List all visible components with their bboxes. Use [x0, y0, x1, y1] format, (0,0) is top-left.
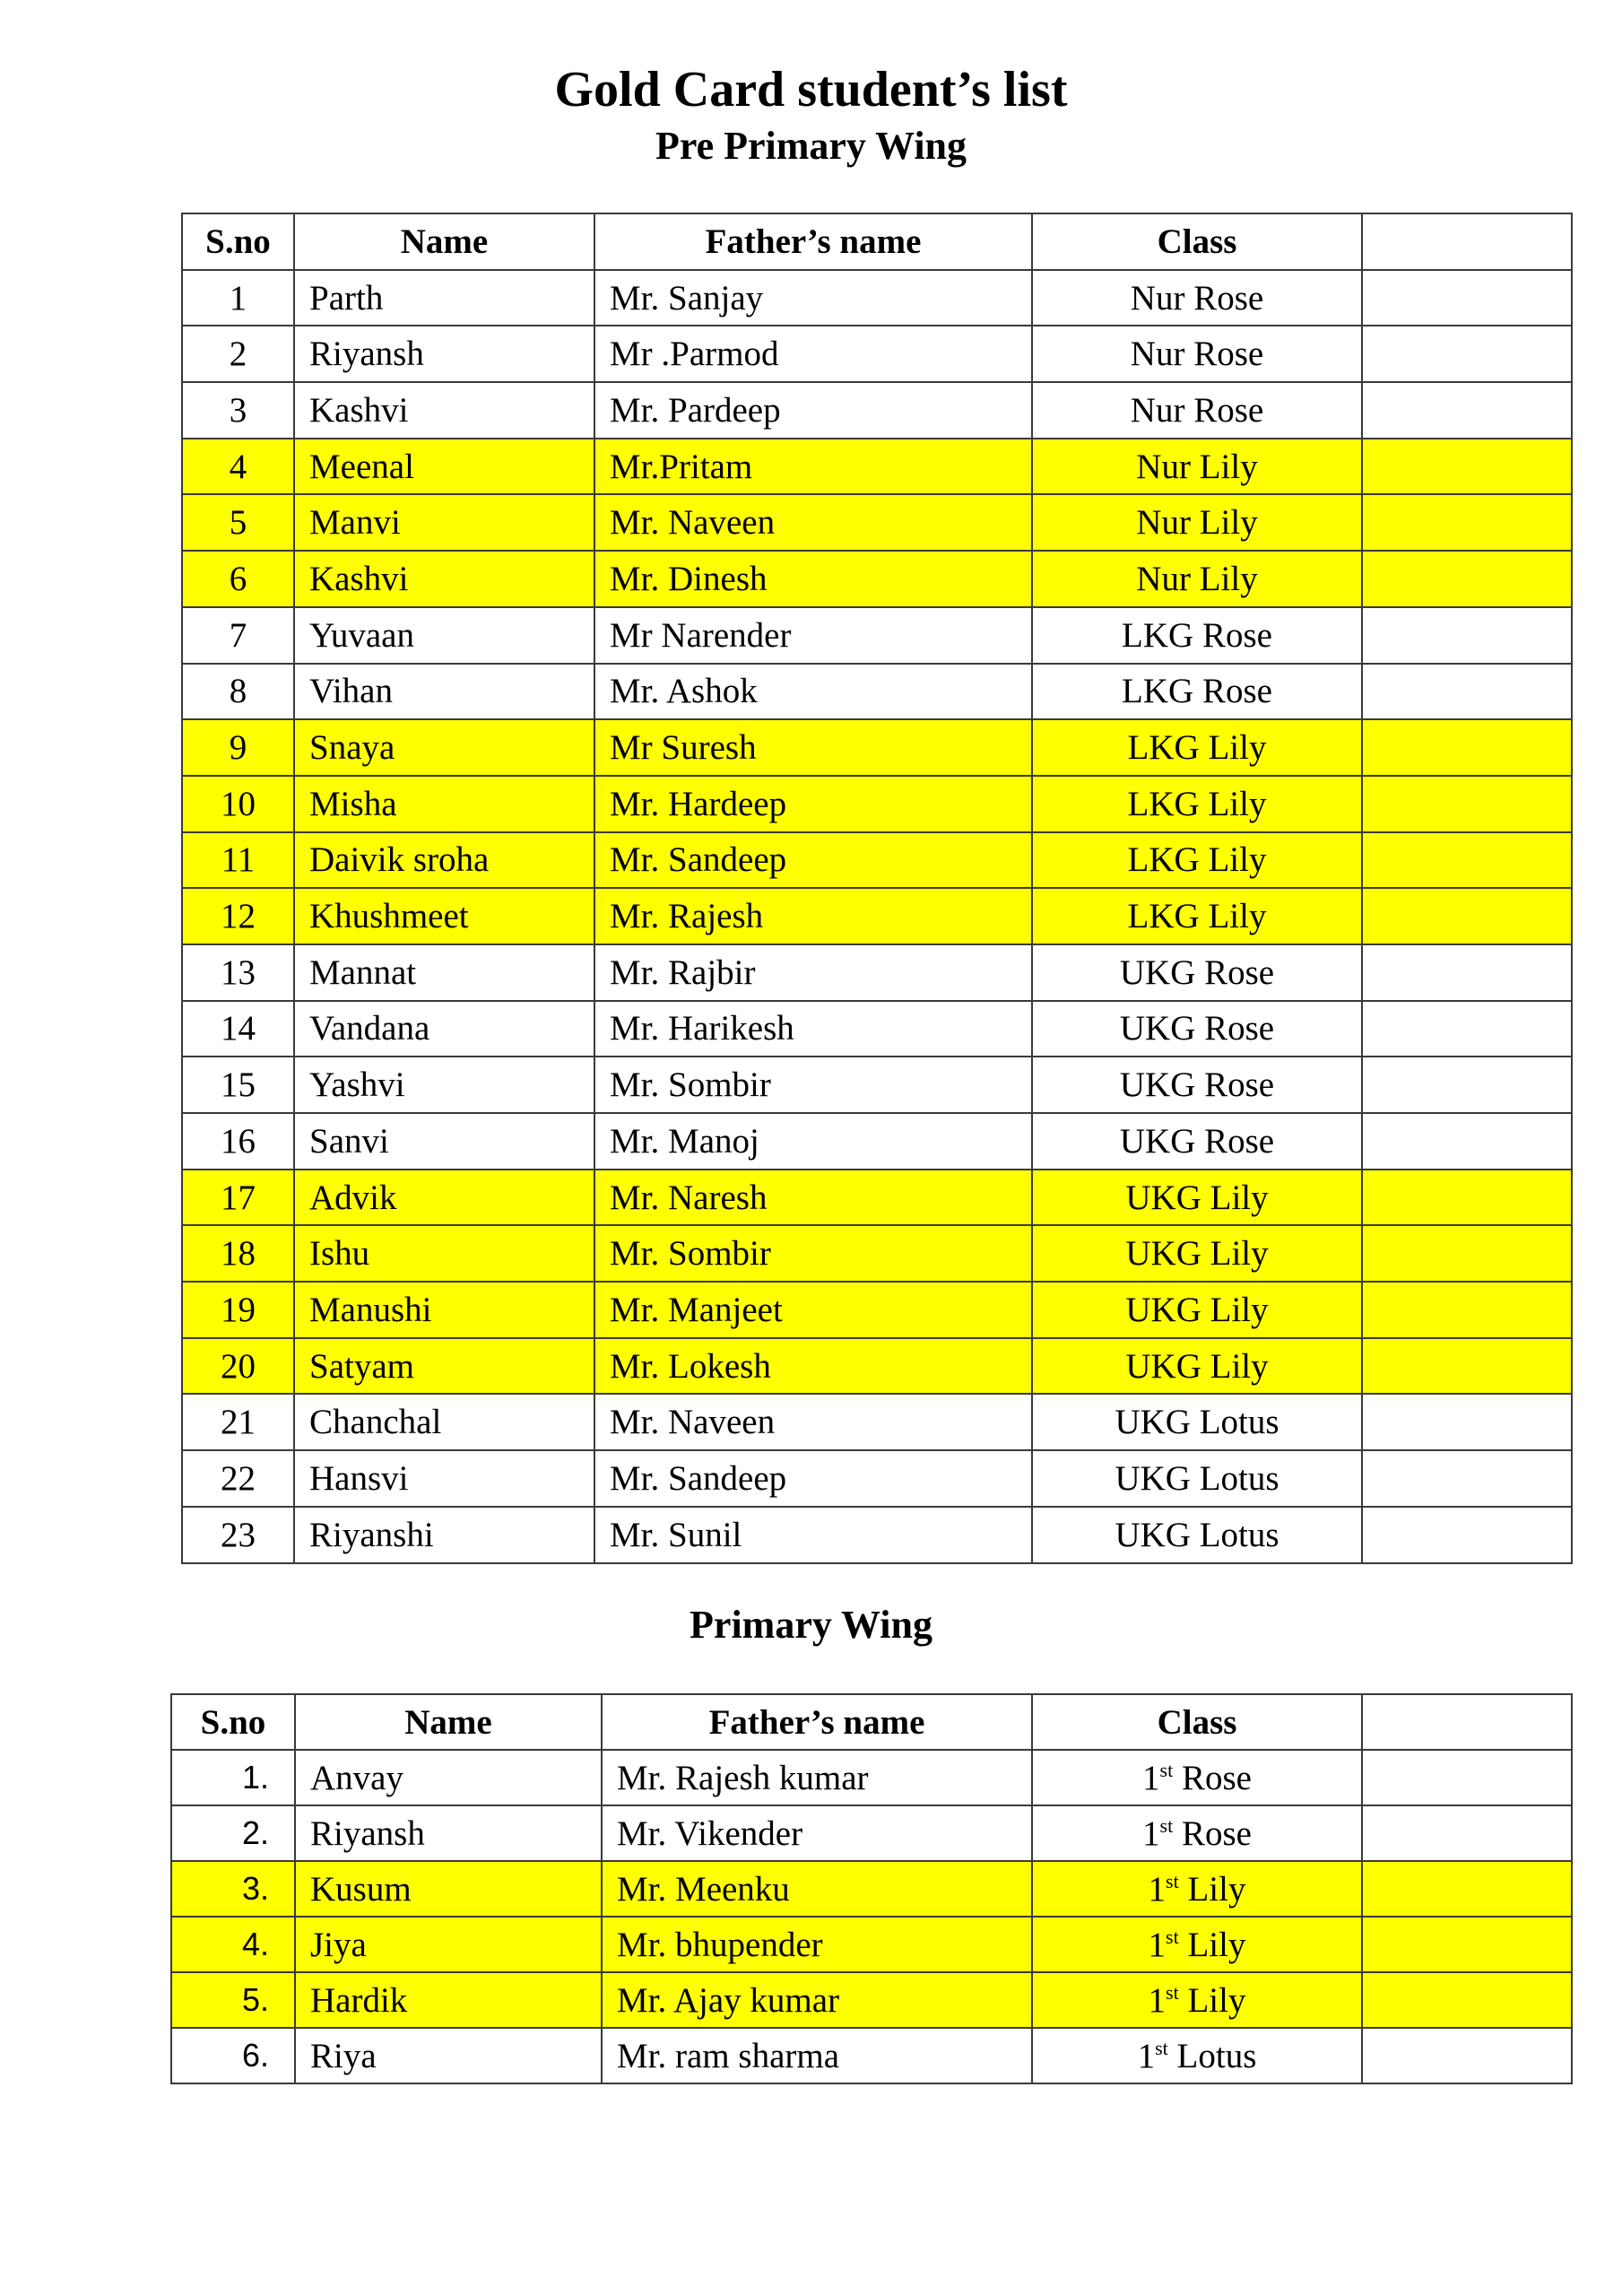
cell-class: UKG Rose	[1032, 1001, 1362, 1057]
cell-name: Kashvi	[294, 551, 594, 607]
cell-sno: 1	[182, 270, 294, 326]
table-row	[171, 1750, 1572, 1805]
table-header-row	[171, 1694, 1572, 1750]
cell-class	[1032, 1972, 1362, 2028]
cell-sno: 9	[182, 719, 294, 776]
class-number: 1	[1137, 2036, 1156, 2075]
cell-class	[1032, 1917, 1362, 1972]
table-row	[182, 1394, 1572, 1450]
cell-class: Nur Lily	[1032, 551, 1362, 607]
cell-blank	[1362, 1282, 1572, 1338]
table-row	[182, 270, 1572, 326]
cell-father-name: Mr. Naveen	[594, 1394, 1032, 1450]
cell-father-name: Mr. Hardeep	[594, 776, 1032, 832]
cell-class: UKG Rose	[1032, 944, 1362, 1001]
cell-father-name: Mr.Pritam	[594, 439, 1032, 495]
cell-class: LKG Rose	[1032, 607, 1362, 664]
cell-name: Vandana	[294, 1001, 594, 1057]
cell-father-name: Mr. ram sharma	[602, 2028, 1032, 2083]
cell-class: LKG Lily	[1032, 888, 1362, 944]
cell-sno: 21	[182, 1394, 294, 1450]
cell-class: LKG Lily	[1032, 776, 1362, 832]
cell-name: Riyansh	[295, 1805, 602, 1861]
class-section: Lily	[1187, 1869, 1246, 1909]
cell-name: Parth	[294, 270, 594, 326]
table-row	[182, 1282, 1572, 1338]
cell-class: LKG Lily	[1032, 832, 1362, 889]
cell-class: UKG Lotus	[1032, 1394, 1362, 1450]
header-sno: S.no	[171, 1694, 295, 1750]
cell-class: UKG Rose	[1032, 1057, 1362, 1113]
class-number: 1	[1142, 1758, 1160, 1797]
cell-name: Jiya	[295, 1917, 602, 1972]
cell-blank	[1362, 944, 1572, 1001]
cell-name: Misha	[294, 776, 594, 832]
class-section: Lily	[1187, 1925, 1246, 1964]
cell-name: Ishu	[294, 1225, 594, 1282]
cell-class: UKG Lotus	[1032, 1450, 1362, 1507]
pre-primary-table	[181, 213, 1573, 1564]
cell-blank	[1362, 1338, 1572, 1395]
cell-sno: 5	[182, 494, 294, 551]
cell-father-name: Mr Narender	[594, 607, 1032, 664]
cell-sno: 4.	[171, 1917, 295, 1972]
cell-father-name: Mr. Ajay kumar	[602, 1972, 1032, 2028]
cell-father-name: Mr. Lokesh	[594, 1338, 1032, 1395]
cell-sno: 17	[182, 1170, 294, 1226]
cell-sno: 13	[182, 944, 294, 1001]
cell-name: Yashvi	[294, 1057, 594, 1113]
cell-name: Chanchal	[294, 1394, 594, 1450]
header-blank	[1362, 1694, 1572, 1750]
cell-father-name: Mr. Sunil	[594, 1507, 1032, 1563]
class-ordinal-suffix: st	[1155, 2036, 1168, 2059]
cell-father-name: Mr. Ashok	[594, 664, 1032, 720]
table-row	[182, 326, 1572, 382]
cell-blank	[1362, 888, 1572, 944]
cell-father-name: Mr. Naresh	[594, 1170, 1032, 1226]
class-section: Lily	[1187, 1980, 1246, 2020]
header-father-name: Father’s name	[594, 213, 1032, 270]
cell-blank	[1362, 382, 1572, 439]
table-row	[182, 1113, 1572, 1170]
cell-class: UKG Lily	[1032, 1225, 1362, 1282]
cell-class: Nur Lily	[1032, 439, 1362, 495]
cell-blank	[1362, 551, 1572, 607]
cell-class: LKG Rose	[1032, 664, 1362, 720]
cell-class: UKG Lily	[1032, 1338, 1362, 1395]
table-row	[182, 1507, 1572, 1563]
cell-sno: 3	[182, 382, 294, 439]
cell-class: LKG Lily	[1032, 719, 1362, 776]
cell-sno: 1.	[171, 1750, 295, 1805]
cell-sno: 7	[182, 607, 294, 664]
table-row	[182, 1225, 1572, 1282]
cell-father-name: Mr. Sombir	[594, 1225, 1032, 1282]
cell-name: Vihan	[294, 664, 594, 720]
table-row	[171, 1972, 1572, 2028]
cell-sno: 8	[182, 664, 294, 720]
cell-class: Nur Rose	[1032, 270, 1362, 326]
cell-father-name: Mr. Sandeep	[594, 1450, 1032, 1507]
cell-name: Kashvi	[294, 382, 594, 439]
cell-blank	[1362, 1972, 1572, 2028]
header-name: Name	[295, 1694, 602, 1750]
cell-father-name: Mr. Manjeet	[594, 1282, 1032, 1338]
cell-father-name: Mr. Dinesh	[594, 551, 1032, 607]
cell-sno: 19	[182, 1282, 294, 1338]
class-ordinal-suffix: st	[1159, 1758, 1174, 1781]
cell-father-name: Mr. Pardeep	[594, 382, 1032, 439]
cell-class: UKG Lily	[1032, 1170, 1362, 1226]
cell-sno: 20	[182, 1338, 294, 1395]
class-section: Rose	[1181, 1758, 1252, 1797]
class-number: 1	[1148, 1869, 1167, 1909]
pre-primary-heading: Pre Primary Wing	[655, 124, 967, 168]
header-father-name: Father’s name	[602, 1694, 1032, 1750]
cell-sno: 2	[182, 326, 294, 382]
cell-name: Manushi	[294, 1282, 594, 1338]
cell-sno: 22	[182, 1450, 294, 1507]
cell-name: Yuvaan	[294, 607, 594, 664]
table-row	[182, 494, 1572, 551]
cell-class: UKG Lily	[1032, 1282, 1362, 1338]
cell-father-name: Mr. Rajesh kumar	[602, 1750, 1032, 1805]
table-row	[182, 832, 1572, 889]
cell-sno: 2.	[171, 1805, 295, 1861]
cell-father-name: Mr .Parmod	[594, 326, 1032, 382]
cell-sno: 5.	[171, 1972, 295, 2028]
cell-class	[1032, 1750, 1362, 1805]
table-row	[171, 2028, 1572, 2083]
table-row	[182, 1001, 1572, 1057]
cell-father-name: Mr. Rajbir	[594, 944, 1032, 1001]
cell-sno: 4	[182, 439, 294, 495]
cell-blank	[1362, 1057, 1572, 1113]
cell-blank	[1362, 1805, 1572, 1861]
cell-father-name: Mr. Vikender	[602, 1805, 1032, 1861]
cell-sno: 23	[182, 1507, 294, 1563]
cell-blank	[1362, 1507, 1572, 1563]
cell-sno: 15	[182, 1057, 294, 1113]
cell-blank	[1362, 832, 1572, 889]
cell-blank	[1362, 719, 1572, 776]
class-ordinal-suffix: st	[1159, 1813, 1174, 1837]
cell-blank	[1362, 1861, 1572, 1917]
cell-name: Sanvi	[294, 1113, 594, 1170]
cell-blank	[1362, 1917, 1572, 1972]
cell-father-name: Mr. Manoj	[594, 1113, 1032, 1170]
cell-blank	[1362, 1394, 1572, 1450]
cell-name: Khushmeet	[294, 888, 594, 944]
cell-name: Snaya	[294, 719, 594, 776]
cell-blank	[1362, 664, 1572, 720]
table-row	[171, 1917, 1572, 1972]
cell-name: Satyam	[294, 1338, 594, 1395]
header-class: Class	[1032, 1694, 1362, 1750]
table-row	[182, 382, 1572, 439]
class-number: 1	[1142, 1813, 1160, 1853]
document-title: Gold Card student’s list	[554, 62, 1068, 117]
cell-sno: 6	[182, 551, 294, 607]
cell-father-name: Mr. Sanjay	[594, 270, 1032, 326]
primary-table	[170, 1693, 1573, 2084]
table-row	[182, 1450, 1572, 1507]
cell-blank	[1362, 1170, 1572, 1226]
table-row	[182, 776, 1572, 832]
class-ordinal-suffix: st	[1166, 1925, 1179, 1948]
class-ordinal-suffix: st	[1166, 1980, 1179, 2004]
cell-father-name: Mr. Meenku	[602, 1861, 1032, 1917]
table-row	[171, 1861, 1572, 1917]
cell-name: Riya	[295, 2028, 602, 2083]
cell-blank	[1362, 1113, 1572, 1170]
cell-class	[1032, 1805, 1362, 1861]
cell-sno: 10	[182, 776, 294, 832]
cell-name: Kusum	[295, 1861, 602, 1917]
cell-name: Anvay	[295, 1750, 602, 1805]
cell-father-name: Mr. Naveen	[594, 494, 1032, 551]
cell-name: Riyanshi	[294, 1507, 594, 1563]
class-section: Lotus	[1176, 2036, 1257, 2075]
cell-blank	[1362, 1225, 1572, 1282]
cell-blank	[1362, 607, 1572, 664]
cell-class	[1032, 1861, 1362, 1917]
cell-father-name: Mr. Sandeep	[594, 832, 1032, 889]
header-blank	[1362, 213, 1572, 270]
table-row	[182, 1057, 1572, 1113]
cell-blank	[1362, 1001, 1572, 1057]
table-row	[182, 607, 1572, 664]
cell-father-name: Mr Suresh	[594, 719, 1032, 776]
cell-name: Riyansh	[294, 326, 594, 382]
class-number: 1	[1148, 1925, 1167, 1964]
cell-name: Manvi	[294, 494, 594, 551]
class-number: 1	[1148, 1980, 1167, 2020]
table-row	[182, 888, 1572, 944]
cell-father-name: Mr. bhupender	[602, 1917, 1032, 1972]
cell-name: Hardik	[295, 1972, 602, 2028]
table-header-row	[182, 213, 1572, 270]
cell-blank	[1362, 270, 1572, 326]
header-class: Class	[1032, 213, 1362, 270]
table-row	[171, 1805, 1572, 1861]
header-name: Name	[294, 213, 594, 270]
cell-blank	[1362, 776, 1572, 832]
cell-class	[1032, 2028, 1362, 2083]
cell-sno: 11	[182, 832, 294, 889]
table-row	[182, 664, 1572, 720]
cell-blank	[1362, 2028, 1572, 2083]
cell-class: UKG Lotus	[1032, 1507, 1362, 1563]
class-section: Rose	[1181, 1813, 1252, 1853]
cell-name: Advik	[294, 1170, 594, 1226]
cell-class: UKG Rose	[1032, 1113, 1362, 1170]
cell-name: Mannat	[294, 944, 594, 1001]
table-row	[182, 1338, 1572, 1395]
cell-father-name: Mr. Rajesh	[594, 888, 1032, 944]
cell-blank	[1362, 326, 1572, 382]
cell-class: Nur Rose	[1032, 326, 1362, 382]
cell-blank	[1362, 439, 1572, 495]
cell-name: Meenal	[294, 439, 594, 495]
cell-class: Nur Lily	[1032, 494, 1362, 551]
header-sno: S.no	[182, 213, 294, 270]
cell-name: Hansvi	[294, 1450, 594, 1507]
cell-blank	[1362, 1750, 1572, 1805]
cell-father-name: Mr. Sombir	[594, 1057, 1032, 1113]
table-row	[182, 439, 1572, 495]
table-row	[182, 551, 1572, 607]
class-ordinal-suffix: st	[1166, 1869, 1179, 1892]
cell-sno: 14	[182, 1001, 294, 1057]
primary-wing-heading: Primary Wing	[690, 1603, 932, 1647]
table-row	[182, 719, 1572, 776]
cell-class: Nur Rose	[1032, 382, 1362, 439]
cell-sno: 6.	[171, 2028, 295, 2083]
cell-sno: 18	[182, 1225, 294, 1282]
cell-sno: 12	[182, 888, 294, 944]
cell-sno: 3.	[171, 1861, 295, 1917]
cell-father-name: Mr. Harikesh	[594, 1001, 1032, 1057]
cell-blank	[1362, 494, 1572, 551]
cell-sno: 16	[182, 1113, 294, 1170]
cell-name: Daivik sroha	[294, 832, 594, 889]
cell-blank	[1362, 1450, 1572, 1507]
table-row	[182, 944, 1572, 1001]
table-row	[182, 1170, 1572, 1226]
